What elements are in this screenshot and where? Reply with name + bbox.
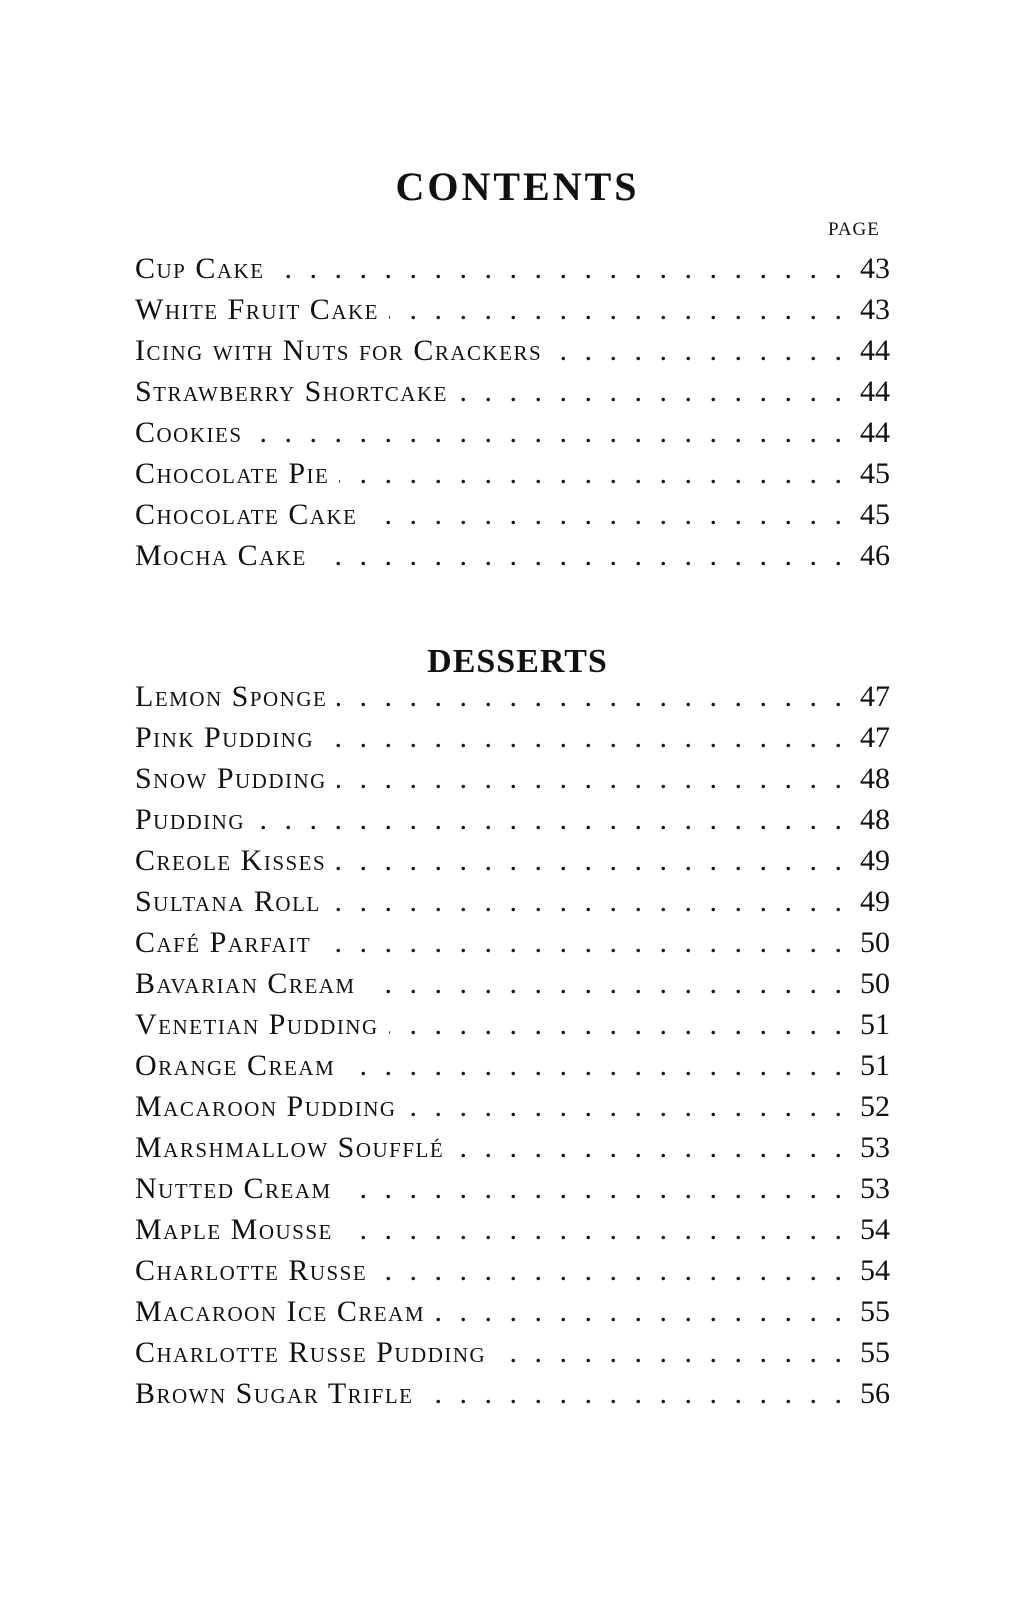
section-heading-desserts: DESSERTS [427, 643, 608, 681]
entry-page-number: 44 [860, 416, 890, 449]
dot-leader [255, 799, 842, 840]
contents-list-desserts [135, 676, 890, 1414]
entry-title: Macaroon Pudding [135, 1090, 397, 1123]
dot-leader [337, 676, 842, 717]
dot-leader [342, 1168, 842, 1209]
dot-leader [366, 963, 842, 1004]
dot-leader [317, 535, 842, 576]
entry-title: Brown Sugar Trifle [135, 1377, 414, 1410]
entry-page-number: 44 [860, 375, 890, 408]
page-title: CONTENTS [395, 163, 640, 209]
entry-page-number: 51 [860, 1049, 890, 1082]
dot-leader [377, 1250, 842, 1291]
entry-title: Marshmallow Soufflé [135, 1131, 445, 1164]
dot-leader [389, 289, 842, 330]
dot-leader [337, 758, 842, 799]
toc-entry [135, 371, 890, 412]
toc-entry [135, 840, 890, 881]
dot-leader [458, 371, 842, 412]
entry-title: Charlotte Russe Pudding [135, 1336, 487, 1369]
entry-page-number: 43 [860, 293, 890, 326]
toc-entry [135, 717, 890, 758]
dot-leader [275, 248, 842, 289]
toc-entry [135, 1168, 890, 1209]
dot-leader [331, 881, 842, 922]
dot-leader [423, 1373, 842, 1414]
toc-entry [135, 412, 890, 453]
entry-page-number: 56 [860, 1377, 890, 1410]
toc-entry [135, 330, 890, 371]
page-column-label: PAGE [828, 219, 880, 240]
entry-page-number: 49 [860, 844, 890, 877]
entry-title: Café Parfait [135, 926, 312, 959]
contents-list-cakes [135, 248, 890, 576]
toc-entry [135, 881, 890, 922]
entry-page-number: 46 [860, 539, 890, 572]
entry-page-number: 52 [860, 1090, 890, 1123]
toc-entry [135, 1045, 890, 1086]
entry-title: Sultana Roll [135, 885, 321, 918]
toc-entry [135, 1373, 890, 1414]
entry-page-number: 48 [860, 803, 890, 836]
entry-page-number: 45 [860, 498, 890, 531]
toc-entry [135, 1332, 890, 1373]
dot-leader [336, 840, 842, 881]
toc-entry [135, 1127, 890, 1168]
entry-title: Cup Cake [135, 252, 265, 285]
entry-page-number: 47 [860, 721, 890, 754]
entry-title: Chocolate Cake [135, 498, 358, 531]
entry-page-number: 49 [860, 885, 890, 918]
dot-leader [343, 1209, 842, 1250]
entry-page-number: 51 [860, 1008, 890, 1041]
entry-page-number: 44 [860, 334, 890, 367]
entry-page-number: 54 [860, 1213, 890, 1246]
entry-title: Icing with Nuts for Crackers [135, 334, 543, 367]
dot-leader [339, 453, 842, 494]
toc-entry [135, 535, 890, 576]
entry-title: Macaroon Ice Cream [135, 1295, 426, 1328]
dot-leader [321, 922, 842, 963]
entry-title: Charlotte Russe [135, 1254, 368, 1287]
toc-entry [135, 1250, 890, 1291]
entry-page-number: 43 [860, 252, 890, 285]
dot-leader [389, 1004, 842, 1045]
entry-title: Venetian Pudding [135, 1008, 379, 1041]
entry-title: Pink Pudding [135, 721, 315, 754]
entry-page-number: 48 [860, 762, 890, 795]
dot-leader [407, 1086, 842, 1127]
entry-page-number: 50 [860, 967, 890, 1000]
dot-leader [454, 1127, 842, 1168]
toc-entry [135, 1291, 890, 1332]
entry-title: Creole Kisses [135, 844, 327, 877]
toc-entry [135, 289, 890, 330]
entry-page-number: 50 [860, 926, 890, 959]
dot-leader [324, 717, 842, 758]
entry-page-number: 53 [860, 1131, 890, 1164]
dot-leader [253, 412, 842, 453]
toc-entry [135, 799, 890, 840]
entry-title: Cookies [135, 416, 243, 449]
toc-entry [135, 758, 890, 799]
entry-title: Chocolate Pie [135, 457, 330, 490]
entry-page-number: 55 [860, 1295, 890, 1328]
entry-page-number: 53 [860, 1172, 890, 1205]
toc-entry [135, 453, 890, 494]
entry-title: Pudding [135, 803, 246, 836]
dot-leader [345, 1045, 842, 1086]
entry-title: Lemon Sponge [135, 680, 328, 713]
entry-page-number: 54 [860, 1254, 890, 1287]
entry-title: Orange Cream [135, 1049, 336, 1082]
dot-leader [496, 1332, 842, 1373]
toc-entry [135, 1086, 890, 1127]
entry-title: Mocha Cake [135, 539, 307, 572]
entry-title: White Fruit Cake [135, 293, 379, 326]
entry-title: Maple Mousse [135, 1213, 333, 1246]
toc-entry [135, 248, 890, 289]
toc-entry [135, 922, 890, 963]
dot-leader [368, 494, 842, 535]
entry-page-number: 55 [860, 1336, 890, 1369]
toc-entry [135, 1209, 890, 1250]
toc-entry [135, 1004, 890, 1045]
entry-title: Nutted Cream [135, 1172, 332, 1205]
dot-leader [552, 330, 842, 371]
entry-page-number: 45 [860, 457, 890, 490]
toc-entry [135, 676, 890, 717]
entry-title: Bavarian Cream [135, 967, 356, 1000]
entry-page-number: 47 [860, 680, 890, 713]
toc-entry [135, 963, 890, 1004]
toc-entry [135, 494, 890, 535]
dot-leader [435, 1291, 842, 1332]
entry-title: Snow Pudding [135, 762, 327, 795]
entry-title: Strawberry Shortcake [135, 375, 448, 408]
